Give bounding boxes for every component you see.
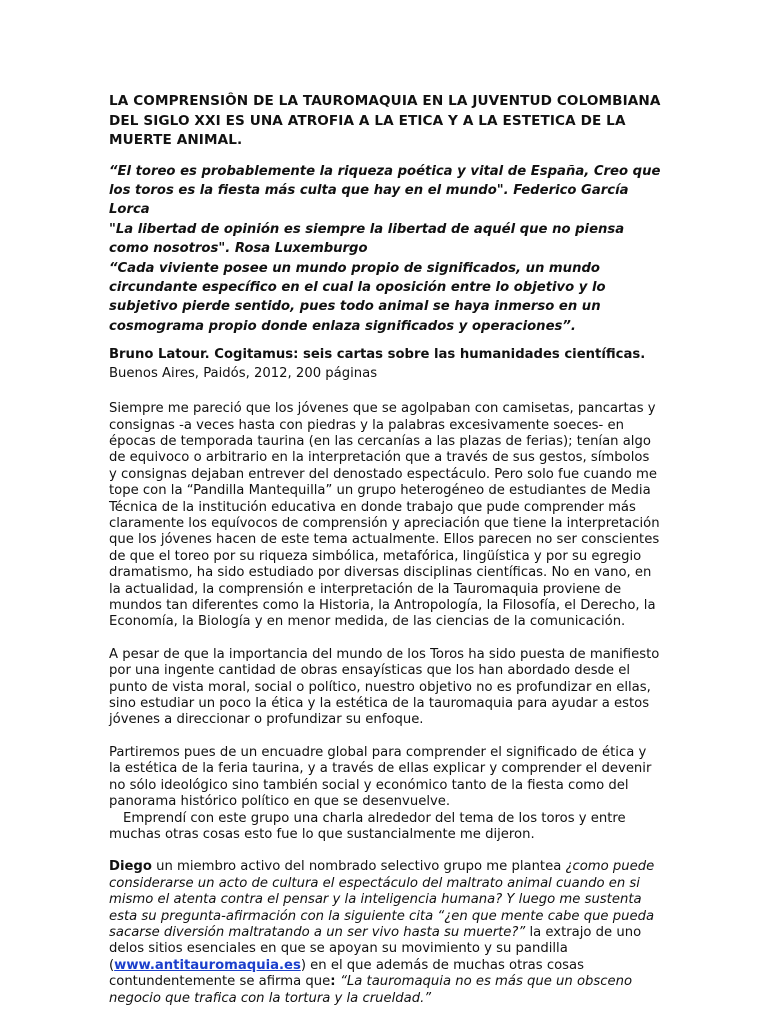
paragraph-4-text: Emprendí con este grupo una charla alrededor del tema de los toros y entre muchas otras cosas esto fue lo que sustancialmente me dijeron. — [109, 810, 626, 842]
bibliographic-reference — [109, 345, 661, 383]
paragraph-4 — [109, 811, 661, 844]
reference-author-title: Bruno Latour. Cogitamus: seis cartas sobre las humanidades científicas. — [109, 347, 646, 363]
quote-lorca: “El toreo es probablemente la riqueza poética y vital de España, Creo que los toros es la fiesta más culta que hay en el mundo". Federico García Lorca — [109, 163, 661, 218]
diego-intro: un miembro activo del nombrado selectivo grupo me plantea — [151, 859, 566, 875]
paragraph-diego — [109, 859, 661, 1007]
antitauromaquia-link[interactable]: www.antitauromaquia.es — [114, 957, 301, 973]
diego-colon: : — [330, 974, 341, 990]
epigraph-quotes — [109, 162, 661, 337]
diego-after-link: ) en el que además de muchas otras cosas contundentemente se afirma que — [109, 957, 584, 990]
paragraph-3: Partiremos pues de un encuadre global para comprender el significado de ética y la estética de la feria taurina, y a través de ellas explicar y comprender el devenir no sólo ideológico sino también social y económico tanto de la fiesta como del panorama histórico político en que se desenvuelve. — [109, 744, 652, 810]
diego-middle: la extrajo de uno delos sitios esenciales en que se apoyan su movimiento y su pandilla ( — [109, 924, 642, 973]
diego-question: ¿como puede considerarse un acto de cultura el espectáculo del maltrato animal cuando en si mismo el atenta contra el pensar y la inteligencia humana? Y luego me sustenta esta su pregunta-afirmación con la siguiente cita “¿en que mente cabe que pueda sacarse diversión maltratando a un ser vivo hasta su muerte?” — [109, 859, 655, 940]
paragraph-2: A pesar de que la importancia del mundo de los Toros ha sido puesta de manifiesto por una ingente cantidad de obras ensayísticas que los han abordado desde el punto de vista moral, social o político, nuestro objetivo no es profundizar en ellas, sino estudiar un poco la ética y la estética de la tauromaquia para ayudar a estos jóvenes a direccionar o profundizar su enfoque. — [109, 646, 660, 728]
quote-latour: “Cada viviente posee un mundo propio de significados, un mundo circundante específico en el cual la oposición entre lo objetivo y lo subjetivo pierde sentido, pues todo animal se haya inmerso en un cosmograma propio donde enlaza significados y operaciones”. — [109, 260, 606, 334]
paragraph-1: Siempre me pareció que los jóvenes que se agolpaban con camisetas, pancartas y consignas -a veces hasta con piedras y la palabras excesivamente soeces- en épocas de temporada taurina (en las cercanías a las plazas de ferias); tenían algo de equivoco o arbitrario en la interpretación que a través de sus gestos, símbolos y consignas dejaban entrever del denostado espectáculo. Pero solo fue cuando me tope con la “Pandilla Mantequilla” un grupo heterogéneo de estudiantes de Media Técnica de la institución educativa en donde trabajo que pude comprender más claramente los equívocos de comprensión y apreciación que tiene la interpretación que los jóvenes hacen de este tema actualmente. Ellos parecen no ser conscientes de que el toreo por su riqueza simbólica, metafórica, lingüística y por su egregio dramatismo, ha sido estudiado por diversas disciplinas científicas. No en vano, en la actualidad, la comprensión e interpretación de la Tauromaquia proviene de mundos tan diferentes como la Historia, la Antropología, la Filosofía, el Derecho, la Economía, la Biología y en menor medida, de las ciencias de la comunicación. — [109, 401, 660, 630]
document-title: LA COMPRENSIÔN DE LA TAUROMAQUIA EN LA JUVENTUD COLOMBIANA DEL SIGLO XXI ES UNA ATROFIA A LA ETICA Y A LA ESTETICA DE LA MUERTE ANIMAL. — [109, 93, 661, 148]
document-page — [109, 92, 661, 1023]
diego-final-quote: “La tauromaquia no es más que un obsceno negocio que trafica con la tortura y la crueldad.” — [109, 974, 633, 1006]
diego-name: Diego — [109, 859, 152, 875]
reference-publisher: Buenos Aires, Paidós, 2012, 200 páginas — [109, 366, 378, 382]
quote-luxemburgo: "La libertad de opinión es siempre la libertad de aquél que no piensa como nosotros". Rosa Luxemburgo — [109, 221, 625, 257]
